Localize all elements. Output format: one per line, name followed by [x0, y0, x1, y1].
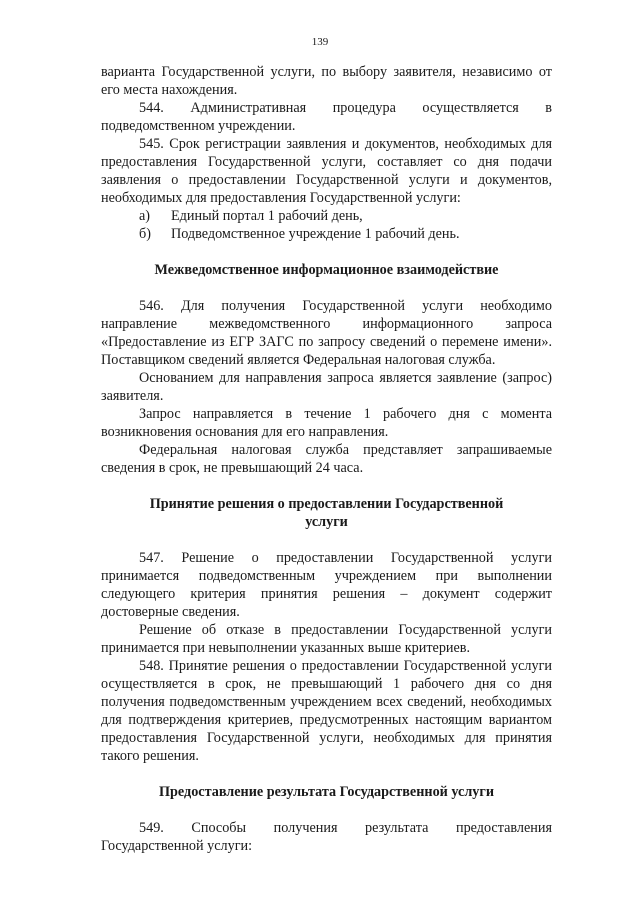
list-marker: б)	[139, 226, 151, 242]
paragraph-continuation: варианта Государственной услуги, по выбору заявителя, независимо от его места нахождения.	[101, 64, 552, 98]
section-heading-result: Предоставление результата Государственной услуги	[158, 784, 495, 800]
list-marker: а)	[139, 208, 151, 224]
paragraph-546: 546. Для получения Государственной услуги необходимо направление межведомственного информационного запроса «Предоставление из ЕГР ЗАГС по запросу сведений о перемене имени». Поставщиком сведений является Федеральная налоговая служба.	[101, 298, 552, 368]
paragraph-tax-service: Федеральная налоговая служба представляет запрашиваемые сведения в срок, не превышающий 24 часа.	[101, 442, 552, 476]
paragraph-request-basis: Основанием для направления запроса является заявление (запрос) заявителя.	[101, 370, 552, 404]
paragraph-547: 547. Решение о предоставлении Государственной услуги принимается подведомственным учреждением при выполнении следующего критерия принятия решения – документ содержит достоверные сведения.	[101, 550, 552, 620]
paragraph-549: 549. Способы получения результата предоставления Государственной услуги:	[101, 820, 552, 854]
paragraph-548: 548. Принятие решения о предоставлении Государственной услуги осуществляется в срок, не превышающий 1 рабочего дня со дня получения подведомственным учреждением всех сведений, необходимых для подтверждения критериев, предусмотренных настоящим вариантом предоставления Государственной услуги, необходимых для принятия такого решения.	[101, 658, 552, 764]
list-item-a	[101, 207, 552, 225]
paragraph-refusal: Решение об отказе в предоставлении Государственной услуги принимается при невыполнении указанных выше критериев.	[101, 622, 552, 656]
list-item-text: Подведомственное учреждение 1 рабочий день.	[171, 226, 460, 242]
list-item-text: Единый портал 1 рабочий день,	[171, 208, 363, 224]
list-item-b	[101, 225, 552, 243]
paragraph-request-timing: Запрос направляется в течение 1 рабочего дня с момента возникновения основания для его направления.	[101, 406, 552, 440]
document-body	[101, 63, 552, 855]
section-heading-interagency: Межведомственное информационное взаимодействие	[154, 262, 499, 278]
page-number: 139	[311, 36, 329, 48]
paragraph-545: 545. Срок регистрации заявления и документов, необходимых для предоставления Государственной услуги, составляет со дня подачи заявления о предоставлении Государственной услуги и документов, необходимых для предоставления Государственной услуги:	[101, 136, 552, 206]
section-heading-decision: Принятие решения о предоставлении Государственной услуги	[149, 496, 504, 530]
paragraph-544: 544. Административная процедура осуществляется в подведомственном учреждении.	[101, 100, 552, 134]
